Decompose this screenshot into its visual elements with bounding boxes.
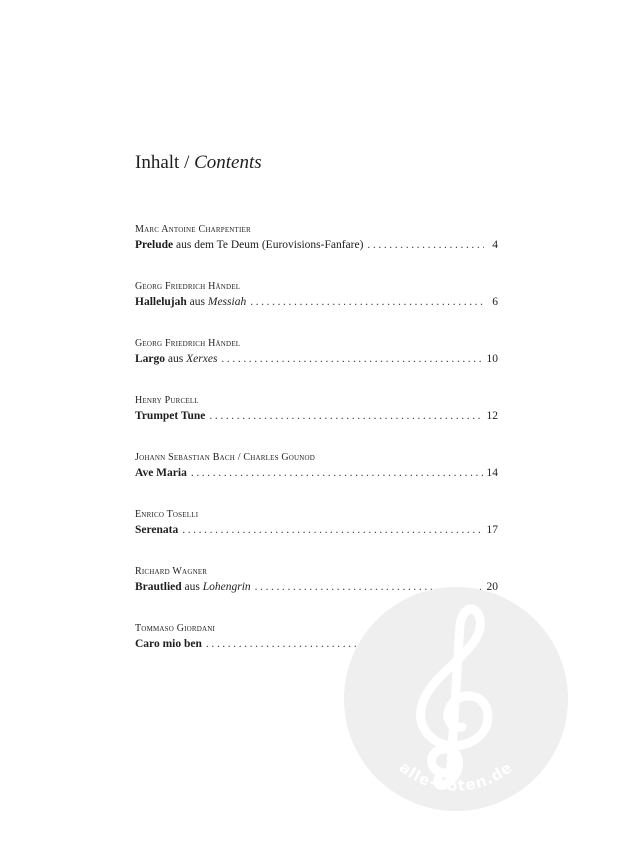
piece-name: Prelude [135,239,174,251]
page-number: 4 [492,239,498,251]
page-number: 6 [492,296,498,308]
dot-leader [191,467,483,479]
piece-connector: aus dem Te Deum (Eurovisions-Fanfare) [173,239,364,251]
composer-name: Georg Friedrich Händel [135,281,241,292]
piece-title [135,638,202,650]
composer-name: Richard Wagner [135,566,208,577]
toc-line[interactable] [135,353,498,365]
piece-name: Hallelujah [135,296,187,308]
piece-title [135,581,251,593]
page-number: 17 [486,524,498,536]
dot-leader [221,353,482,365]
piece-name: Serenata [135,524,179,536]
dot-leader [250,296,484,308]
composer-name: Tommaso Giordani [135,623,216,634]
piece-title [135,296,246,308]
composer-name: Johann Sebastian Bach / Charles Gounod [135,452,316,463]
piece-title [135,239,363,251]
piece-connector: aus [181,581,203,593]
watermark-logo [342,585,570,813]
toc-line[interactable] [135,524,498,536]
title-plain: Inhalt / [135,152,195,173]
toc-line[interactable] [135,467,498,479]
toc-entry[interactable] [135,452,498,509]
piece-connector: aus [165,353,187,365]
dot-leader [367,239,484,251]
toc-entry[interactable] [135,224,498,281]
toc-line[interactable] [135,239,498,251]
composer-name: Enrico Toselli [135,509,199,520]
piece-connector: aus [186,296,208,308]
piece-name: Largo [135,353,166,365]
piece-title [135,524,178,536]
page-number: 12 [486,410,498,422]
piece-name: Brautlied [135,581,182,593]
toc-entry[interactable] [135,338,498,395]
composer-name: Marc Antoine Charpentier [135,224,251,235]
toc-line[interactable] [135,296,498,308]
piece-title [135,467,187,479]
dot-leader [209,410,482,422]
piece-source: Lohengrin [202,581,251,593]
composer-name: Henry Purcell [135,395,199,406]
page-title [135,152,262,174]
composer-name: Georg Friedrich Händel [135,338,241,349]
dot-leader [182,524,482,536]
watermark-text: alle-noten.de [395,758,517,795]
piece-source: Xerxes [186,353,218,365]
piece-name: Caro mio ben [135,638,202,650]
page-number: 10 [486,353,498,365]
toc-entry[interactable] [135,509,498,566]
page-number: 14 [486,467,498,479]
toc-entry[interactable] [135,395,498,452]
piece-title [135,410,205,422]
piece-source: Messiah [207,296,247,308]
piece-name: Ave Maria [135,467,187,479]
page-number: 20 [486,581,498,593]
title-italic: Contents [194,152,262,173]
toc-entry[interactable] [135,281,498,338]
piece-name: Trumpet Tune [135,410,206,422]
toc-line[interactable] [135,410,498,422]
piece-title [135,353,217,365]
